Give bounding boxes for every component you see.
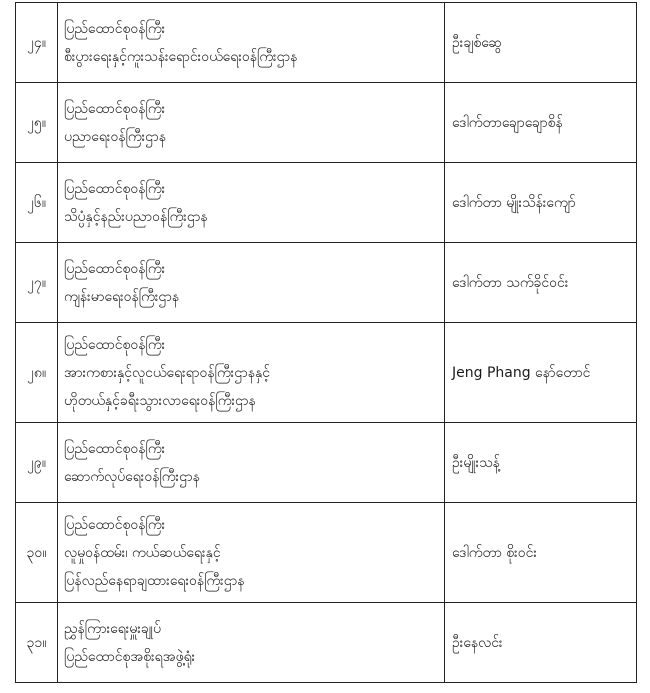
row-number: ၂၉။ xyxy=(16,423,58,503)
person-name: ဦးမျိုးသန့် xyxy=(445,423,637,503)
row-number: ၃၀။ xyxy=(16,503,58,603)
table-row xyxy=(16,243,637,323)
table-row xyxy=(16,323,637,423)
ministry-name: ပညာရေးဝန်ကြီးဌာန xyxy=(64,128,166,145)
position-title: ပြည်ထောင်စုဝန်ကြီး xyxy=(64,516,166,533)
position-title: ညွှန်ကြားရေးမှူးချုပ် xyxy=(64,620,161,637)
ministry-cell xyxy=(58,83,445,163)
table-row xyxy=(16,603,637,683)
ministry-name: ဟိုတယ်နှင့်ခရီးသွားလာရေးဝန်ကြီးဌာန xyxy=(64,392,256,409)
position-title: ပြည်ထောင်စုဝန်ကြီး xyxy=(64,100,166,117)
table-row xyxy=(16,163,637,243)
row-number: ၃၁။ xyxy=(16,603,58,683)
ministry-cell xyxy=(58,503,445,603)
table-row xyxy=(16,3,637,83)
row-number: ၂၅။ xyxy=(16,83,58,163)
ministers-table xyxy=(15,2,637,683)
person-name: Jeng Phang နော်တောင် xyxy=(445,323,637,423)
table-body xyxy=(16,3,637,683)
person-name: ဒေါက်တာ စိုးဝင်း xyxy=(445,503,637,603)
position-title: ပြည်ထောင်စုဝန်ကြီး xyxy=(64,20,166,37)
person-name: ဒေါက်တာ သက်ခိုင်ဝင်း xyxy=(445,243,637,323)
ministry-cell xyxy=(58,603,445,683)
ministry-name: ပြည်ထောင်စုအစိုးရအဖွဲ့ရုံး xyxy=(64,648,196,665)
ministry-name: အားကစားနှင့်လူငယ်ရေးရာဝန်ကြီးဌာနနှင့် xyxy=(64,364,270,381)
person-name: ဦးနေလင်း xyxy=(445,603,637,683)
person-name: ဒေါက်တာ မျိုးသိန်းကျော် xyxy=(445,163,637,243)
ministry-cell xyxy=(58,323,445,423)
table-row xyxy=(16,423,637,503)
position-title: ပြည်ထောင်စုဝန်ကြီး xyxy=(64,180,166,197)
ministry-name: ဆောက်လုပ်ရေးဝန်ကြီးဌာန xyxy=(64,468,200,485)
ministry-name: ပြန်လည်နေရာချထားရေးဝန်ကြီးဌာန xyxy=(64,572,245,589)
row-number: ၂၄။ xyxy=(16,3,58,83)
ministry-name: လူမှုဝန်ထမ်း၊ ကယ်ဆယ်ရေးနှင့် xyxy=(64,544,221,561)
person-name: ဦးချစ်ဆွေ xyxy=(445,3,637,83)
position-title: ပြည်ထောင်စုဝန်ကြီး xyxy=(64,336,166,353)
row-number: ၂၆။ xyxy=(16,163,58,243)
table-row xyxy=(16,83,637,163)
ministry-name: ကျန်းမာရေးဝန်ကြီးဌာန xyxy=(64,288,180,305)
ministry-name: စီးပွားရေးနှင့်ကူးသန်းရောင်းဝယ်ရေးဝန်ကြီးဌာန xyxy=(64,48,298,65)
row-number: ၂၇။ xyxy=(16,243,58,323)
table-row xyxy=(16,503,637,603)
ministry-name: သိပ္ပံနှင့်နည်းပညာဝန်ကြီးဌာန xyxy=(64,208,208,225)
ministry-cell xyxy=(58,243,445,323)
position-title: ပြည်ထောင်စုဝန်ကြီး xyxy=(64,440,166,457)
ministry-cell xyxy=(58,3,445,83)
ministry-cell xyxy=(58,163,445,243)
position-title: ပြည်ထောင်စုဝန်ကြီး xyxy=(64,260,166,277)
person-name: ဒေါက်တာချောချောစိန် xyxy=(445,83,637,163)
ministry-cell xyxy=(58,423,445,503)
row-number: ၂၈။ xyxy=(16,323,58,423)
